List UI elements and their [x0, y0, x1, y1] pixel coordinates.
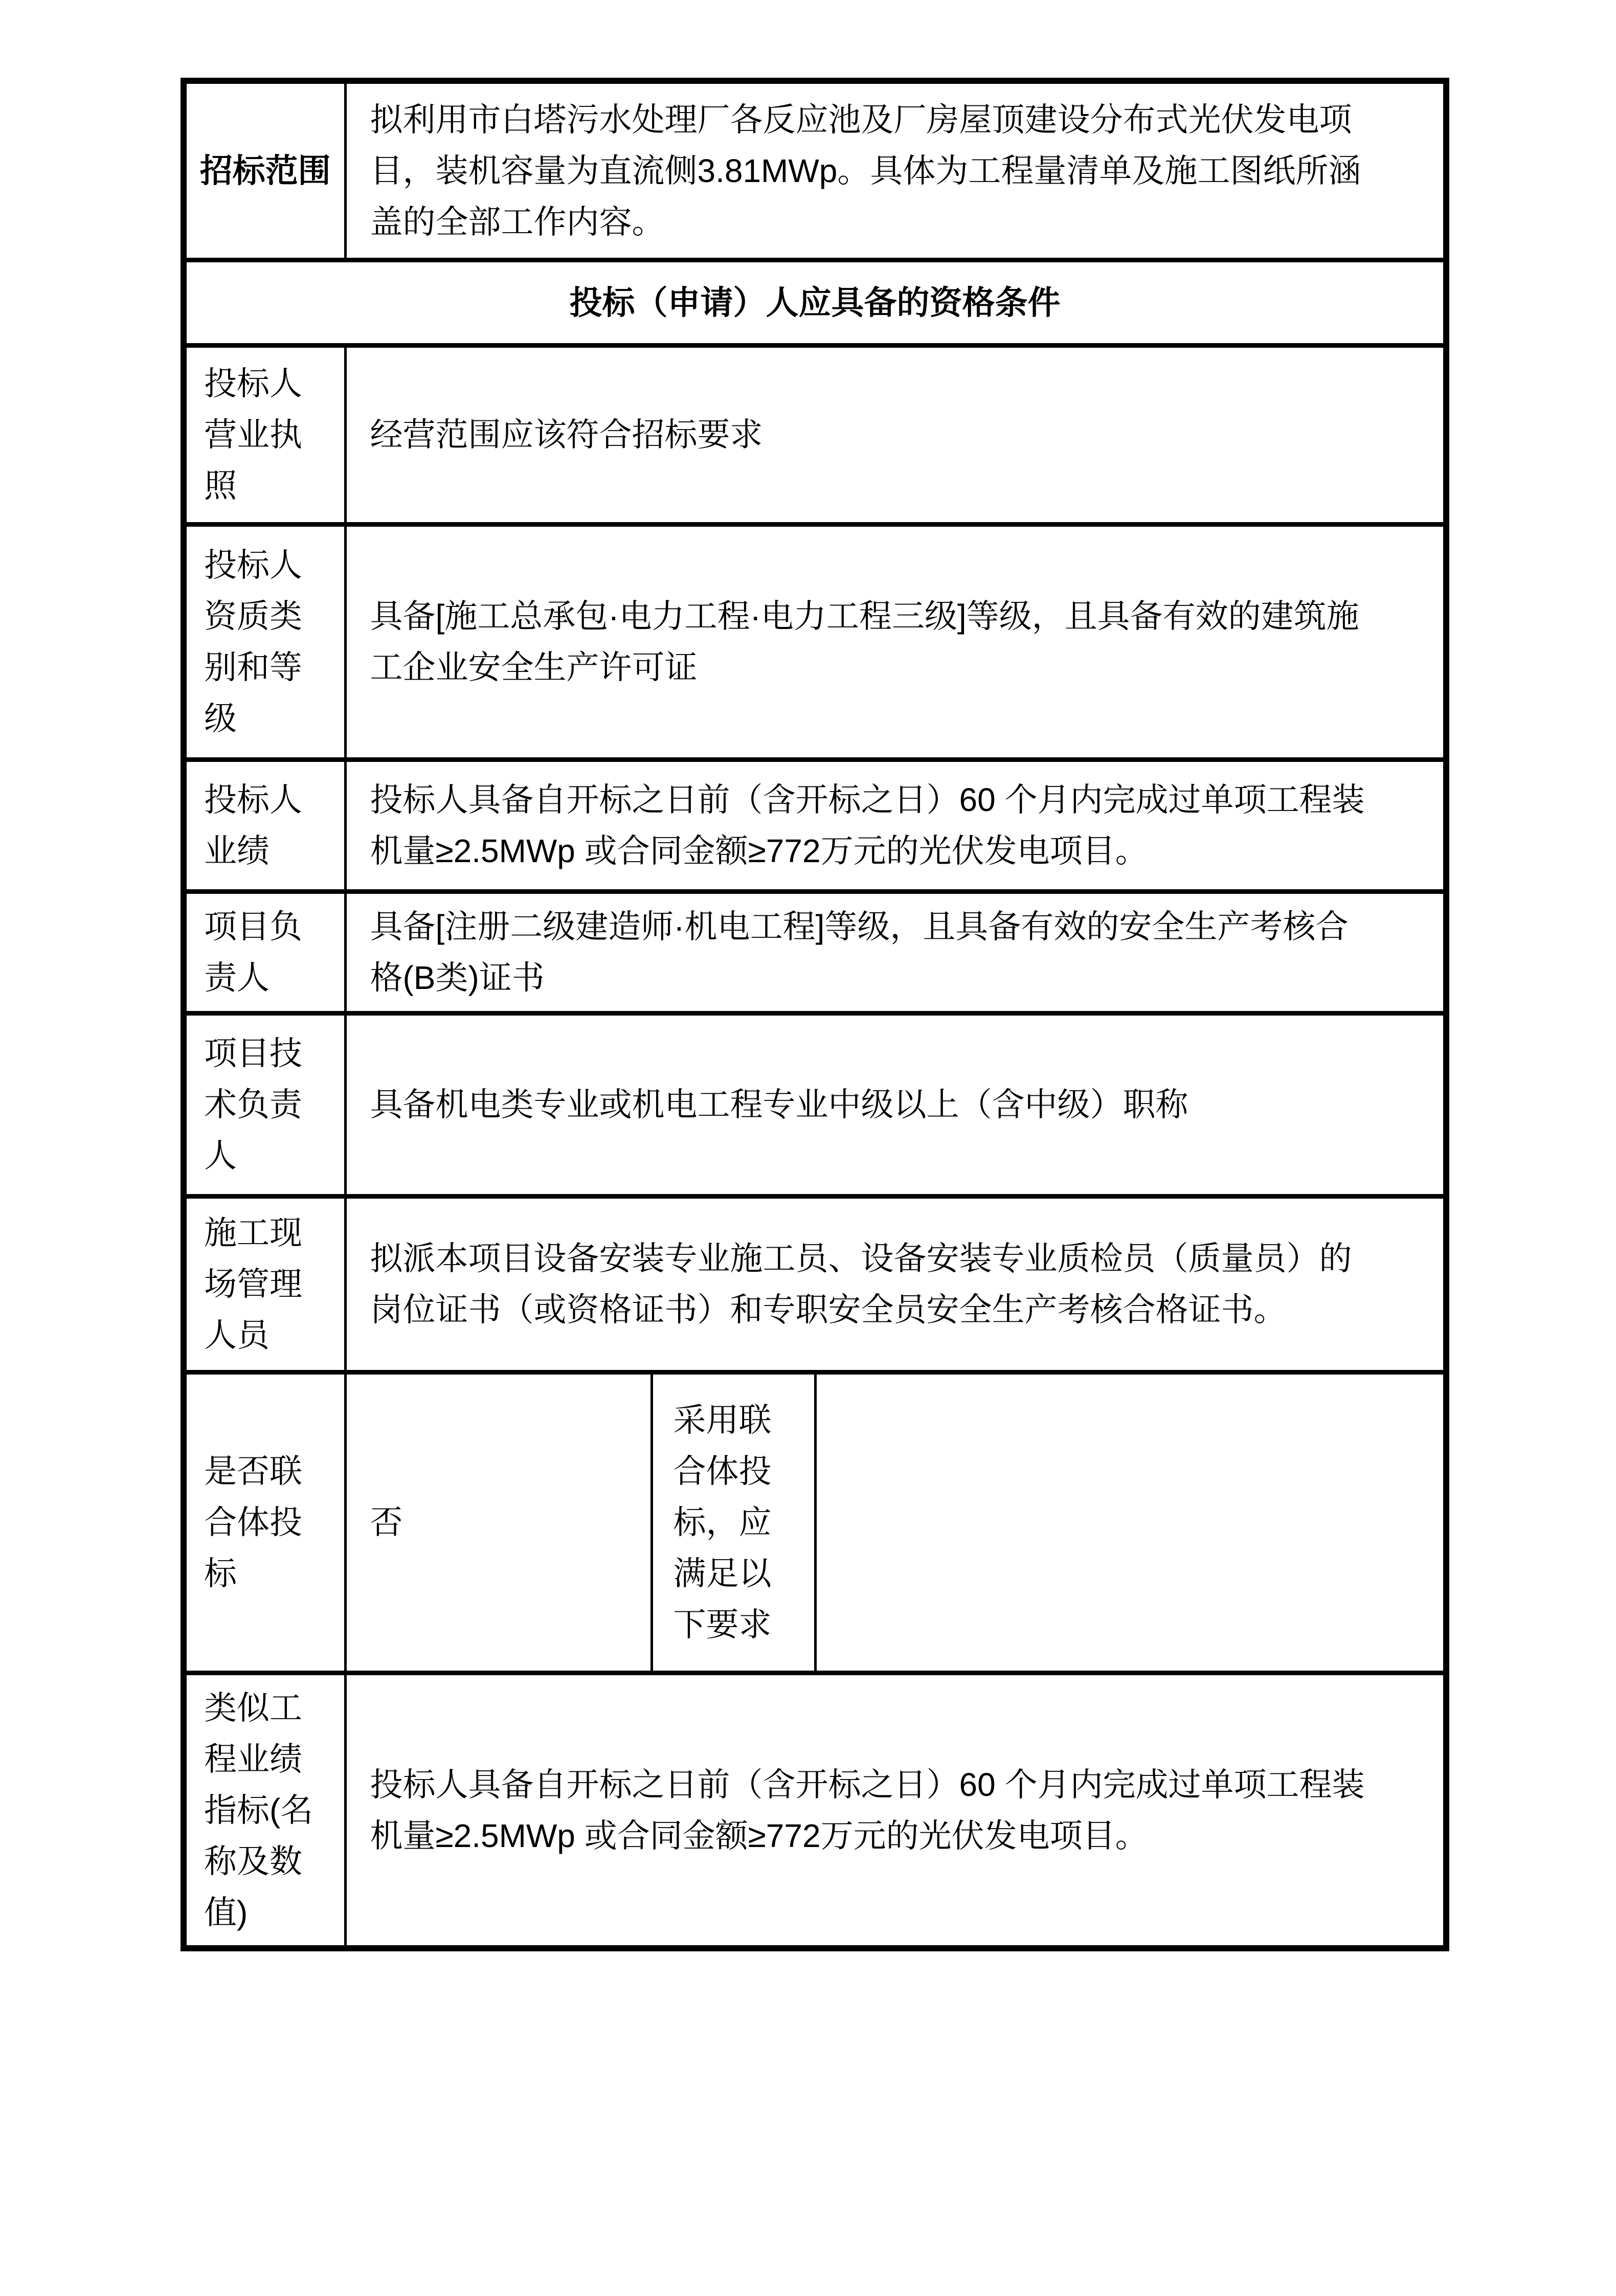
table-row [184, 759, 1446, 891]
cell-joint-venture-extra [815, 1372, 1446, 1673]
cell-bidder-performance-content: 投标人具备自开标之日前（含开标之日）60 个月内完成过单项工程装机量≥2.5MWp 或合同金额≥772万元的光伏发电项目。 [345, 759, 1446, 891]
table-row [184, 345, 1446, 524]
row-label-business-license: 投标人营业执照 [184, 345, 345, 524]
table-row [184, 81, 1446, 260]
row-label-joint-venture: 是否联合体投标 [184, 1372, 345, 1673]
table-row [184, 891, 1446, 1013]
cell-similar-project-indicator-content: 投标人具备自开标之日前（含开标之日）60 个月内完成过单项工程装机量≥2.5MWp 或合同金额≥772万元的光伏发电项目。 [345, 1673, 1446, 1948]
table-row [184, 1372, 1446, 1673]
cell-business-license-content: 经营范围应该符合招标要求 [345, 345, 1446, 524]
row-label-similar-project-indicator: 类似工程业绩指标(名称及数值) [184, 1673, 345, 1948]
section-header: 投标（申请）人应具备的资格条件 [184, 260, 1446, 345]
cell-technical-manager-content: 具备机电类专业或机电工程专业中级以上（含中级）职称 [345, 1013, 1446, 1196]
row-label-project-manager: 项目负责人 [184, 891, 345, 1013]
table-row [184, 1013, 1446, 1196]
row-label-bidder-performance: 投标人业绩 [184, 759, 345, 891]
table-row [184, 524, 1446, 759]
row-label-bid-scope: 招标范围 [184, 81, 345, 260]
cell-project-manager-content: 具备[注册二级建造师·机电工程]等级，且具备有效的安全生产考核合格(B类)证书 [345, 891, 1446, 1013]
row-label-qualification-grade: 投标人资质类别和等级 [184, 524, 345, 759]
cell-bid-scope-content: 拟利用市白塔污水处理厂各反应池及厂房屋顶建设分布式光伏发电项目，装机容量为直流侧3.81MWp。具体为工程量清单及施工图纸所涵盖的全部工作内容。 [345, 81, 1446, 260]
row-label-technical-manager: 项目技术负责人 [184, 1013, 345, 1196]
row-label-site-management: 施工现场管理人员 [184, 1196, 345, 1372]
cell-joint-venture-note: 采用联合体投标，应满足以下要求 [652, 1372, 815, 1673]
cell-joint-venture-answer: 否 [345, 1372, 652, 1673]
qualification-table [181, 78, 1449, 1951]
table-row [184, 260, 1446, 345]
table-row [184, 1673, 1446, 1948]
cell-site-management-content: 拟派本项目设备安装专业施工员、设备安装专业质检员（质量员）的岗位证书（或资格证书）和专职安全员安全生产考核合格证书。 [345, 1196, 1446, 1372]
cell-qualification-grade-content: 具备[施工总承包·电力工程·电力工程三级]等级，且具备有效的建筑施工企业安全生产许可证 [345, 524, 1446, 759]
table-row [184, 1196, 1446, 1372]
